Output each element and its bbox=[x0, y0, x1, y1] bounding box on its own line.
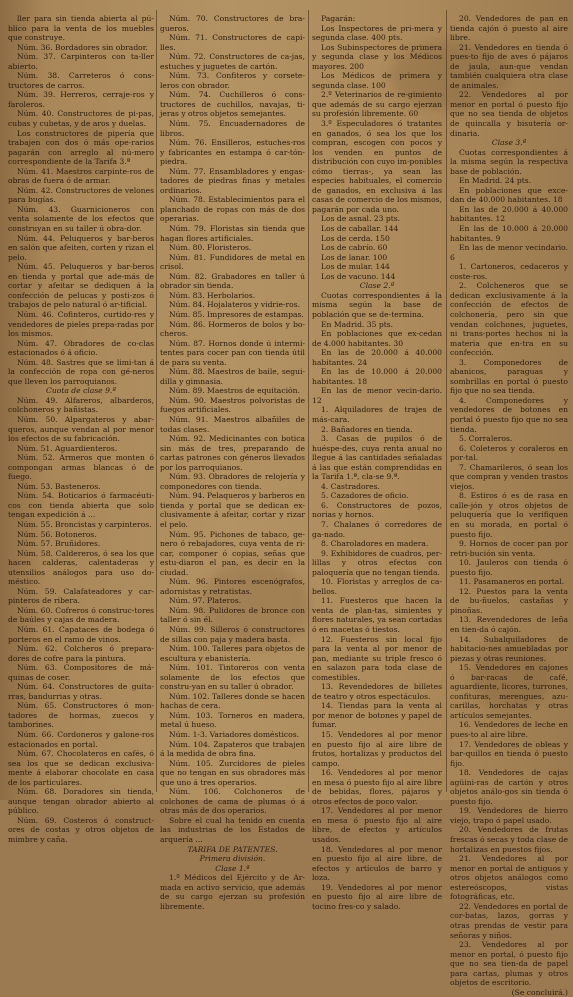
paragraph: 22. Vendedores al por menor en portal ó puesto fijo que no sea tienda de objetos de quincalla y bisutería or-dinaria. bbox=[450, 90, 568, 138]
paragraph: 15. Vendedores en cajones ó bar-racas de café, aguardiente, licores, turrones, confituras, merengues, azu-carillas, horchatas y otras artículos semejantes. bbox=[450, 663, 568, 720]
paragraph: Núm. 88. Maestros de baile, segui-dilla y gimnasia. bbox=[160, 367, 305, 386]
paragraph: 14. Subalquiladores de habitacio-nes amuebladas por piezas y otras reuniones. bbox=[450, 634, 568, 663]
paragraph: 2. Colcheneros que se dedican exclusivamente á la confección de efectos de colchonería, pero sin que vendan colchones, juguetes, ni trans-portes hechos ni la materia que en-tra en su confección. bbox=[450, 281, 568, 358]
paragraph: Núm. 41. Maestros carpinte-ros de obras de fuera ó de armar. bbox=[8, 166, 154, 186]
paragraph: 8. Charoladores en madera. bbox=[321, 539, 429, 549]
paragraph: Núm. 93. Obradores de relojería y componedores con tienda. bbox=[160, 472, 305, 491]
paragraph: Núm. 106. Colchoneros de colchones de cama de plumas ó á otras más de dos operarios. bbox=[160, 787, 305, 816]
paragraph: En poblaciones que ex-cedan de 4.000 habitantes. 30 bbox=[312, 329, 442, 348]
paragraph: Los de mular. 144 bbox=[321, 262, 390, 272]
paragraph: Núm. 48. Sastres que se limi-tan á la confección de ropa con gé-neros que lleven los parroquianos. bbox=[8, 357, 154, 386]
paragraph: Núm. 51. Aguardienteros. bbox=[17, 443, 118, 453]
paragraph: 5. Corraleros. bbox=[459, 434, 513, 444]
paragraph: En las de 20.000 á 40.000 habitantes. 12 bbox=[450, 204, 568, 224]
column-divider bbox=[446, 10, 447, 792]
paragraph: Núm. 98. Pulidores de bronce con taller ó sin él. bbox=[160, 605, 305, 625]
paragraph: 2. Bañadores en tienda. bbox=[321, 424, 413, 434]
paragraph: 3. Casas de pupilos ó de huéspe-des, cuya renta anual no llegue á las cantidades señaladas á las que están comprendidas en la Tarifa 1.ª, cla-se 9.ª. bbox=[312, 434, 442, 482]
paragraph: Núm. 49. Alfareros, albarderos, colchoneros y bañistas. bbox=[8, 395, 154, 415]
paragraph: (Se concluirá.) bbox=[511, 987, 568, 997]
paragraph: 14. Tiendas para la venta al por menor de botones y papel de fumar. bbox=[312, 701, 442, 730]
paragraph: TARIFA DE PATENTES. bbox=[187, 844, 278, 854]
text-column-1 bbox=[8, 14, 154, 845]
paragraph: 9. Hornos de cocer pan por retri-bución sin venta. bbox=[450, 539, 568, 558]
paragraph: 6. Constructores de pozos, norias y hornos. bbox=[312, 500, 442, 520]
paragraph: 19. Vendedores al por menor en puesto fijo al aire libre de tocino fres-co y salado. bbox=[312, 882, 442, 911]
paragraph: Núm. 61. Capataces de bodega ó porteros en el ramo de vinos. bbox=[8, 625, 154, 644]
paragraph: Pagarán: bbox=[321, 14, 356, 23]
paragraph: Núm. 47. Obradores de co-clas estacionados ó á oficio. bbox=[8, 338, 154, 358]
paragraph: 21. Vendedores en tienda ó pues-to fijo de aves ó pájaros de jaula, aun-que vendan también cualquiera otra clase de animales. bbox=[450, 42, 568, 90]
paragraph: Núm. 85. Impresores de estampas. bbox=[169, 309, 304, 319]
paragraph: Núm. 86. Hormeros de bolos y bo-cheros. bbox=[160, 319, 305, 339]
paragraph: Núm. 73. Confiteros y corsete-leros con obrador. bbox=[160, 71, 305, 90]
paragraph: Núm. 83. Herbolarios. bbox=[169, 290, 256, 300]
paragraph: Núm. 68. Doradores sin tienda, aunque tengan obrador abierto al público. bbox=[8, 787, 154, 816]
paragraph: 7. Chamarileros, ó sean los que compran y venden trastos viejos. bbox=[450, 462, 568, 491]
paragraph: Núm. 63. Compositores de má-quinas de coser. bbox=[8, 663, 154, 682]
column-divider bbox=[156, 10, 157, 792]
paragraph: Núm. 69. Costeros ó construct-ores de costas y otros objetos de mimbre y caña. bbox=[8, 815, 154, 845]
paragraph: 1. Cartoneros, cedaceros y coste-ros. bbox=[450, 262, 568, 281]
paragraph: Sobre el cual ha tenido en cuenta las industrias de los Estados de arquería ... bbox=[160, 815, 305, 845]
paragraph: Núm. 64. Constructores de guita-rras, bandurrias y otras. bbox=[8, 682, 154, 701]
paragraph: 10. Floristas y arreglos de ca-bellos. bbox=[312, 577, 442, 596]
paragraph: Núm. 91. Maestros albañiles de todas clases. bbox=[160, 414, 305, 434]
paragraph: 11. Pasamaneros en portal. bbox=[459, 577, 565, 587]
paragraph: Los de lanar. 100 bbox=[321, 252, 388, 262]
paragraph: Núm. 44. Peluqueros y bar-beros en salón que afeiten, corten y rizan el pelo. bbox=[8, 233, 154, 262]
paragraph: Núm. 77. Ensambladores y engas-tadores de piedras finas y metales ordinarios. bbox=[160, 166, 305, 195]
paragraph: 7. Chalanes ó corredores de ga-nado. bbox=[312, 519, 442, 539]
paragraph: 13. Revendedores de leña en tien-da ó cajón. bbox=[450, 615, 568, 634]
paragraph: 11. Fuesteros que hacen la venta de plan-tas, simientes y flores naturales, ya sean cortadas ó en macetas ó tiestos. bbox=[312, 596, 443, 634]
paragraph: Núm. 58. Caldereros, ó sea los que hacen calderas, calentaderas y utensilios análogos para uso do-méstico. bbox=[8, 548, 154, 587]
paragraph: Núm. 46. Cofinteros, curtido-res y vendedores de pieles prepa-radas por los mismos. bbox=[8, 309, 154, 339]
paragraph: Cuotas correspondientes á la misma según la base de población que se de-termina. bbox=[312, 290, 442, 319]
paragraph: En poblaciones que exce-dan de 40.000 habitantes. 18 bbox=[450, 185, 568, 205]
paragraph: 20. Vendedores de frutas frescas ó secas y toda clase de hortalizas en puestos fijos. bbox=[450, 825, 568, 854]
paragraph: Núm. 74. Cuchilleros ó cons-tructores de cuchillos, navajas, ti-jeras y otros objetos semejantes. bbox=[160, 90, 305, 119]
paragraph: 12. Puestos para la venta de bu-ñuelos, castañas y pinoñas. bbox=[450, 586, 568, 615]
paragraph: Núm. 94. Pelaqueros y barberos en tienda y portal que se dedican ex-clusivamente á afeitar, cortar y rizar el pelo. bbox=[160, 491, 306, 529]
paragraph: Núm. 50. Alpargateros y abar-queros, aunque vendan al por menor los efectos de su fabricación. bbox=[8, 414, 154, 444]
paragraph: Los de cabrío. 60 bbox=[321, 243, 388, 253]
paragraph: Núm. 72. Constructores de ca-jas, estuches y juguetes de cartón. bbox=[160, 52, 305, 71]
paragraph: En las de 20.000 á 40.000 habitantes. 24 bbox=[312, 348, 442, 367]
paragraph: Núm. 76. Ensilleros, estuches-ros y fabricantes en estampa ó car-tón-piedra. bbox=[160, 138, 305, 167]
paragraph: Núm. 97. Plateros. bbox=[169, 596, 242, 606]
paragraph: Cuota de clase 9.ª bbox=[46, 386, 116, 396]
paragraph: Núm. 82. Grabadores en taller ú obrador sin tienda. bbox=[160, 271, 305, 291]
paragraph: 17. Vendedores de obleas y bar-quillos en tienda ó puesto fijo. bbox=[450, 739, 568, 768]
paragraph: 18. Vendedores al por menor en puesto fijo al aire libre, de efectos y artículos de barro y loza. bbox=[312, 844, 442, 883]
paragraph: 10. Jauleros con tienda ó puesto fijo. bbox=[450, 558, 568, 577]
paragraph: Núm. 84. Hojalateros y vidrie-ros. bbox=[169, 300, 301, 310]
text-column-3 bbox=[312, 14, 442, 911]
paragraph: Los de caballar. 144 bbox=[321, 224, 399, 234]
paragraph: En las de 10.000 á 20.000 habitantes. 18 bbox=[312, 367, 442, 386]
paragraph: Núm. 99. Silleros ó constructores de sillas con paja y madera basta. bbox=[160, 625, 305, 644]
paragraph: Núm. 54. Boticarios ó farmacéuti-cos con tienda abierta que solo tengan expedición á ... bbox=[8, 491, 154, 520]
paragraph: Núm. 40. Constructores de pi-pas, cubas y cubetas, y de aros y duelas. bbox=[8, 109, 154, 129]
paragraph: Núm. 96. Pintores escenógrafos, adornistas y retratistas. bbox=[160, 577, 305, 596]
paragraph: Núm. 42. Constructores de velones para bugías. bbox=[8, 185, 154, 205]
paragraph: Núm. 80. Floristeros. bbox=[169, 243, 252, 253]
paragraph: 22. Vendedores en portal de cor-batas, lazos, gorras y otras prendas de vestir para señoras y niños. bbox=[450, 901, 568, 940]
paragraph: Núm. 100. Talleres para objetos de escultura y ebanistería. bbox=[160, 644, 305, 663]
paragraph: Clase 1.ª bbox=[215, 863, 250, 873]
paragraph: 6. Coleteros y coraleros en por-tal. bbox=[450, 443, 568, 463]
paragraph: 5. Cazadores de oficio. bbox=[321, 491, 409, 501]
paragraph: Núm. 92. Medicinantes con botica sin más de tres, preparando de cartas patrones con géneros llevados por los parroquianos. bbox=[160, 434, 305, 472]
paragraph: 3.º Especuladores ó tratantes en ganados, ó sea los que los compran, escogen con pocos y los venden en puntos de distribución con cuyo im-ponibles cómo tierras-, ya sean las especies habituales, el comercio de ganados, en exclusiva á las casas de comercio de los mismos, pagarán por cada uno. bbox=[312, 119, 442, 214]
paragraph: 4. Componedores y vendedores de botones en portal ó puesto fijo que no sea tienda. bbox=[450, 395, 568, 434]
paragraph: 15. Vendedores al por menor en puesto fijo al aire libre de frutos, hortalizas y productos del campo. bbox=[312, 730, 442, 768]
paragraph: Núm. 59. Calafateadores y car-pinteros de ribera. bbox=[8, 586, 154, 606]
paragraph: Clase 3.ª bbox=[491, 138, 527, 148]
paragraph: Núm. 55. Broncistas y carpinteros. bbox=[17, 519, 152, 529]
paragraph: Núm. 87. Hornos donde ú intermi-tentes para cocer pan con tienda útil de para su venta. bbox=[160, 338, 305, 367]
paragraph: Núm. 57. Bruñidores. bbox=[17, 539, 101, 549]
paragraph: Núm. 104. Zapateros que trabajen á la medida de obra fina. bbox=[160, 739, 305, 759]
paragraph: Los de asnal. 23 pts. bbox=[321, 214, 401, 224]
paragraph: Los de vacuno. 144 bbox=[321, 271, 396, 281]
paragraph: 3. Componedores de abanicos, paraguas y sombrillas en portal ó puesto fijo que no sea tienda. bbox=[450, 357, 568, 396]
paragraph: Cuotas correspondientes á la misma según la respectiva base de población. bbox=[450, 147, 568, 176]
paragraph: En las de menor vecin-dario. 12 bbox=[312, 386, 442, 405]
paragraph: 19. Vendedores de hierro viejo, trapo ó papel usado. bbox=[450, 806, 568, 825]
paragraph: Núm. 39. Herreros, cerraje-ros y faroleros. bbox=[8, 90, 154, 109]
paragraph: 23. Vendedores al por menor en portal, ó puesto fijo que no sea tien-da de papel para cartas, plumas y otros objetos de escritorio. bbox=[450, 940, 568, 988]
paragraph: Núm. 79. Floristas sin tienda que hagan flores artificiales. bbox=[160, 224, 305, 243]
paragraph: Núm. 56. Botoneros. bbox=[17, 529, 97, 539]
paragraph: Núm. 62. Colcheros ó prepara-dores de cofre para la pintura. bbox=[8, 644, 154, 663]
paragraph: Núm. 52. Armeros que monten ó compongan armas blancas ó de fuego. bbox=[8, 453, 154, 482]
paragraph: Clase 2.ª bbox=[359, 281, 395, 291]
paragraph: Núm. 67. Chocolateros en cafés, ó sea los que se dedican exclusiva-mente á elaborar chocolate en casa de los particulares. bbox=[8, 749, 154, 787]
paragraph: Núm. 102. Talleres donde se hacen hachas de cera. bbox=[160, 691, 305, 711]
paragraph: En las de 10.000 á 20.000 habitantes. 9 bbox=[450, 224, 568, 243]
paragraph: Núm. 1-3. Variadores domésticos. bbox=[169, 730, 300, 740]
paragraph: 16. Vendedores al por menor en mesa ó puesto fijo al aire libre de bebidas, flores, pájaros y otros efectos de poco valor. bbox=[312, 768, 442, 806]
paragraph: Núm. 45. Peluqueros y bar-beros en tienda y portal que ade-más de cortar y afeitar se dediquen á la confección de pelucas y posti-zos ó trabajos de pelo natural ó ar-tificial. bbox=[8, 262, 154, 310]
paragraph: Núm. 53. Basteneros. bbox=[17, 481, 101, 491]
paragraph: En Madrid. 24 pts. bbox=[459, 176, 532, 186]
paragraph: Los Médicos de primera y segunda clase. 100 bbox=[312, 71, 442, 90]
paragraph: 17. Vendedores al por menor en mesa ó puesto fijo al aire libre, de efectos y artículos usados. bbox=[312, 806, 442, 845]
paragraph: ller para sin tienda abierta al pú-blico para la venta de los muebles que construye. bbox=[8, 14, 154, 43]
paragraph: Los de cerda. 150 bbox=[321, 233, 390, 243]
paragraph: Núm. 89. Maestros de equitación. bbox=[169, 386, 300, 396]
paragraph: Núm. 101. Tintoreros con venta solamente de los efectos que constru-yan en su taller ú obrador. bbox=[160, 663, 305, 692]
paragraph: Núm. 78. Establecimientos para el planchado de ropas con más de dos operarias. bbox=[160, 195, 305, 224]
paragraph: En las de menor vecindario. 6 bbox=[450, 243, 568, 262]
paragraph: Núm. 43. Guarnicioneros con venta solamente de los efectos que construyan en su taller ú obra-dor. bbox=[8, 204, 154, 234]
text-column-2 bbox=[160, 14, 305, 911]
paragraph: Núm. 95. Pichones de tabaco, ge-nero ó rebajadores, cuya venta de ri-car, componer ó copias, señas que estu-diaron el pan, es decir en la ciudad. bbox=[160, 529, 305, 577]
paragraph: Núm. 90. Maestros polvoristas de fuegos artificiales. bbox=[160, 395, 305, 415]
paragraph: 2.º Veterinarios de re-gimiento que además de su cargo ejerzan su profesión libremente. 60 bbox=[312, 90, 442, 119]
paragraph: 13. Revendedores de billetes de teatro y otros espectáculos. bbox=[312, 682, 442, 701]
paragraph: Núm. 37. Carpinteros con ta-ller abierto. bbox=[8, 52, 154, 71]
paragraph: Núm. 70. Constructores de bra-gueros. bbox=[160, 14, 305, 33]
paragraph: Núm. 81. Fundidores de metal en crisol. bbox=[160, 252, 305, 272]
paragraph: Los Inspectores de pri-mera y segunda clase. 400 pts. bbox=[312, 23, 442, 43]
paragraph: 21. Vendedores al por menor en portal de antiguos y otros objetos análogos como estereóscopos, vistas fotográficas, etc. bbox=[450, 854, 568, 902]
paragraph: 1.º Médicos del Ejército y de Ar-mada en activo servicio, que además de su cargo ejerzan su profesión libremente. bbox=[160, 873, 305, 911]
paragraph: Núm. 71. Constructores de capi-lles. bbox=[160, 33, 305, 52]
paragraph: 18. Vendedores de cajas agüini-ras de cartón y otros objetos análo-gos sin tienda ó puesto fijo. bbox=[450, 768, 568, 806]
paragraph: Los constructores de pipería que trabajen con dos ó más ope-rarios pagarán con arreglo al nú-mero correspondiente de la Tarifa 3.ª bbox=[8, 128, 154, 167]
paragraph: 8. Estiros ó es de rasa en calle-jón y otros objetos de peluquería que lo verifiquen en su morada, en portal ó puesto fijo. bbox=[450, 491, 568, 539]
paragraph: 20. Vendedores de pan en tienda cajón ó puesto al aire libre. bbox=[450, 14, 568, 43]
paragraph: Núm. 38. Carreteros ó cons-tructores de carros. bbox=[8, 71, 154, 90]
paragraph: Núm. 75. Encuadernadores de libros. bbox=[160, 119, 305, 138]
paragraph: En Madrid. 35 pts. bbox=[321, 319, 394, 329]
paragraph: Núm. 60. Cofreros ó construc-tores de baúles y cajas de madera. bbox=[8, 605, 154, 625]
paragraph: 9. Exhibidores de cuadros, per-lillas y otros efectos con paloquería que no tengan tienda. bbox=[312, 548, 442, 577]
paragraph: Núm. 36. Bordadores sin obrador. bbox=[17, 42, 148, 52]
paragraph: Primera división. bbox=[199, 854, 266, 864]
paragraph: 16. Vendedores de leche en pues-to al aire libre. bbox=[450, 720, 568, 740]
paragraph: Los Subinspectores de primera y segunda clase y los Médicos mayores. 200 bbox=[312, 42, 442, 71]
text-column-4 bbox=[450, 14, 568, 997]
paragraph: 1. Alquiladores de trajes de más-cara. bbox=[312, 405, 442, 424]
paragraph: Núm. 65. Constructores ó mon-tadores de hormas, zuecos y tamborines. bbox=[8, 701, 154, 730]
paragraph: Núm. 66. Cordoneros y galone-ros estacionados en portal. bbox=[8, 730, 154, 749]
paragraph: Núm. 103. Torneros en madera, metal ú hueso. bbox=[160, 710, 305, 730]
paragraph: Núm. 105. Zurcidores de pieles que no tengan en sus obradores más que uno á tres operarios. bbox=[160, 758, 305, 787]
column-divider bbox=[308, 10, 309, 792]
paragraph: 4. Castradores. bbox=[321, 481, 380, 491]
paragraph: 12. Fuesteros sin local fijo para la venta al por menor de pan, mediante su triple fresco ó en salazon para toda clase de comestibles. bbox=[312, 634, 442, 682]
